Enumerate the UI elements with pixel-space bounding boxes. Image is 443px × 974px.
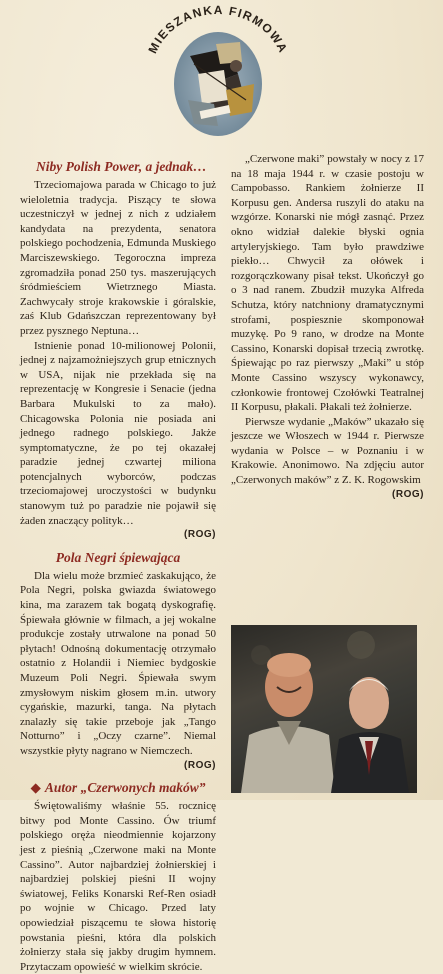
left-column bbox=[20, 158, 216, 974]
article-paragraph: Pierwsze wydanie „Maków” ukazało się jeszcze we Włoszech w 1944 r. Pierwsze wydania w Polsce – w Poznaniu i w Krakowie. Anonimowo. Na zdjęciu autor „Czerwonych maków” z Z. K. Rogowskim bbox=[231, 415, 424, 487]
article-title: Niby Polish Power, a jednak… bbox=[36, 159, 207, 174]
section-emblem bbox=[128, 4, 308, 144]
article-paragraph: Trzeciomajowa parada w Chicago to już wieloletnia tradycja. Piszący te słowa uczestniczył w jednej z nich z udziałem kandydata na prezydenta, senatora polskiego pochodzenia, Edmunda Muskiego Marciszewskiego. Tegoroczna impreza zgromadziła ponad 250 tys. maszerujących śródmieściem Wietrznego Miasta. Zachwycały stroje krakowskie i góralskie, zaś Klub Gdańszczan reprezentowany był przez pysznego Neptuna… bbox=[20, 179, 216, 337]
article-paragraph: Świętowaliśmy właśnie 55. rocznicę bitwy pod Monte Cassino. Ów triumf polskiego oręża nieodmiennie kojarzony jest z pieśnią „Czerwone maki na Monte Cassino”. Autor najbardziej żołnierskiej i najbardziej polskiej pieśni II wojny światowej, Feliks Konarski Ref-Ren osiadł po wojnie w Chicago. Przed laty opowiedział piszącemu te słowa historię powstania pieśni, która dla polskich żołnierzy stała się jakby drugim hymnem. Przytaczam opowieść w wielkim skrócie. bbox=[20, 800, 216, 973]
author-signature: (ROG) bbox=[184, 529, 216, 541]
author-signature: (ROG) bbox=[392, 488, 424, 500]
article-title: Pola Negri śpiewająca bbox=[55, 549, 181, 565]
article-title: ◆ Autor „Czerwonych maków” bbox=[30, 780, 206, 796]
article-paragraph: „Czerwone maki” powstały w nocy z 17 na 18 maja 1944 r. w czasie postoju w Campobasso. Rankiem żołnierze II Korpusu gen. Andersa ruszyli do ataku na wzgórze. Konarski nie mógł zasnąć. Przez okno widział dalekie błyski ognia artyleryjskiego. Tam było prawdziwe piekło… Chwycił za ołówek i rozgorączkowany pisał tekst. Ukończył go o 3 nad ranem. Zbudził muzyka Alfreda Schutza, który natchniony dramatycznymi strofami, pospiesznie skomponował muzykę. Po 9 rano, w drodze na Monte Cassino, Konarski dopisał trzecią zwrotkę. Śpiewając po raz pierwszy „Maki” u stóp Monte Cassino wszyscy wykonawcy, członkowie frontowej Czołówki Teatralnej II Korpusu, płakali. Płakali też żołnierze. bbox=[231, 153, 424, 414]
author-signature: (ROG) bbox=[184, 759, 216, 771]
right-column bbox=[231, 152, 424, 502]
article-paragraph: Dla wielu może brzmieć zaskakująco, że Pola Negri, polska gwiazda światowego kina, ma zarazem tak bogatą dyskografię. Śpiewała głównie w filmach, a jej wokalne produkcje zostały utrwalone na ponad 50 płytach! Odnośną dokumentację otrzymało ostatnio z Holandii i Niemiec bydgoskie Muzeum Poli Negri. Śpiewała swym zmysłowym niskim głosem m.in. utwory cygańskie, mazurki, tanga. Na płytach znalazły się takie przeboje jak „Tango Notturno” i „Oczy czarne”. Niemal wszystkie płyty nagrano w Niemczech. bbox=[20, 569, 216, 757]
section-title: MIESZANKA FIRMOWA bbox=[145, 4, 291, 56]
photo-author-with-rogowski bbox=[231, 625, 417, 793]
article-paragraph: Istnienie ponad 10-milionowej Polonii, jednej z najzamożniejszych grup etnicznych w USA, nijak nie przekłada się na reprezentację w Kongresie i Senacie (jedna Barbara Mukulski to za mało). Chicagowska Polonia nie posiada ani jednego radnego polskiego. Jakże symptomatyczne, że po tej okazałej paradzie jednej czwartej miliona potencjalnych wyborców, podczas trzeciomajowej uroczystości w budynku stanowym tuż po paradzie nie pojawił się żaden znaczący polityk… bbox=[20, 339, 216, 527]
